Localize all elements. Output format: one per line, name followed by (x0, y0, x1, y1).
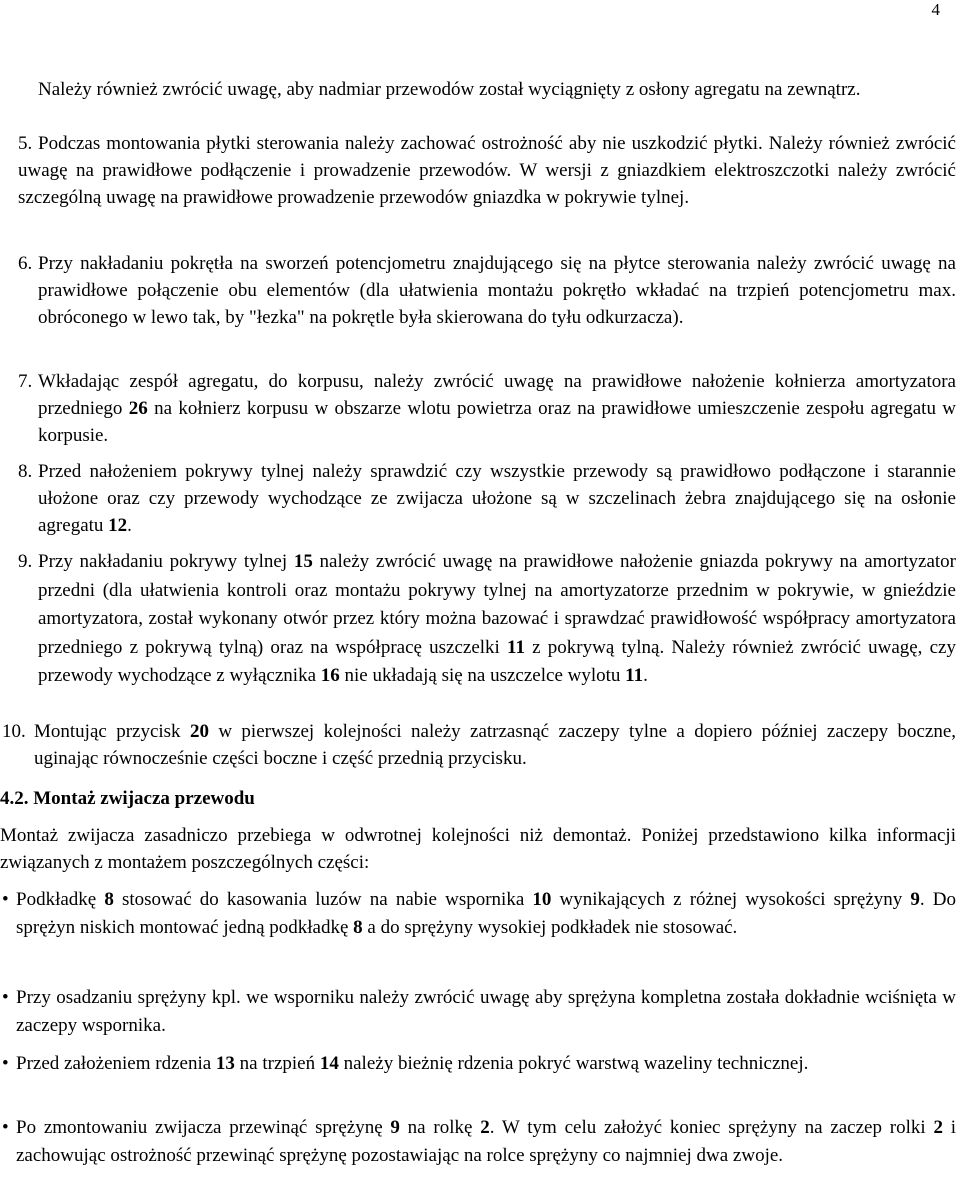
bullet-text: wynikających z różnej wysokości sprężyny (551, 889, 911, 910)
item-8 (18, 458, 956, 539)
item-number: 9. (18, 551, 33, 572)
part-ref: 26 (128, 398, 148, 419)
part-ref: 10 (532, 889, 552, 910)
part-ref: 11 (625, 665, 644, 686)
bullet-item (2, 886, 956, 942)
bullet-text: Podkładkę (16, 889, 105, 910)
item-text: nie układają się na uszczelce wylotu (339, 665, 626, 686)
item-text: Przy nakładaniu pokrętła na sworzeń potencjometru znajdującego się na płytce sterowania należy zwrócić uwagę na prawidłowe połączenie obu elementów (dla ułatwienia montażu pokrętło wkładać na trzpień potencjometru max. obróconego w lewo tak, by "łezka" na pokrętle była skierowana do tyłu odkurzacza). (38, 253, 956, 328)
page-number: 4 (931, 0, 940, 19)
item-6 (18, 250, 956, 331)
bullet-text: a do sprężyny wysokiej podkładek nie stosować. (362, 917, 738, 938)
part-ref: 14 (319, 1053, 339, 1074)
bullet-text: na trzpień (234, 1053, 320, 1074)
part-ref: 8 (353, 917, 363, 938)
bullet-text: Przed założeniem rdzenia (16, 1053, 216, 1074)
bullet-item (2, 984, 956, 1040)
item-9 (18, 548, 956, 691)
item-text: Przy nakładaniu pokrywy tylnej (38, 551, 294, 572)
item-5 (18, 130, 956, 211)
part-ref: 15 (293, 551, 313, 572)
item-text: Montując przycisk (34, 721, 190, 742)
part-ref: 9 (910, 889, 920, 910)
item-text: . (643, 665, 648, 686)
bullet-icon: • (2, 889, 9, 910)
part-ref: 12 (108, 515, 128, 536)
part-ref: 2 (480, 1117, 490, 1138)
part-ref: 16 (320, 665, 340, 686)
bullet-item (2, 1050, 956, 1078)
bullet-icon: • (2, 1053, 9, 1074)
bullet-text: i zachowując ostrożność przewinąć sprężynę pozostawiając na rolce sprężyny co najmniej dwa zwoje. (16, 1117, 956, 1166)
bullet-text: . W tym celu założyć koniec sprężyny na zaczep rolki (489, 1117, 934, 1138)
part-ref: 2 (933, 1117, 943, 1138)
bullet-text: . Do sprężyn niskich montować jedną podkładkę (16, 889, 956, 938)
bullet-text: na rolkę (399, 1117, 481, 1138)
intro-paragraph (38, 76, 956, 103)
section-intro (0, 822, 956, 876)
item-number: 8. (18, 461, 33, 482)
item-number: 6. (18, 253, 33, 274)
intro-text: Należy również zwrócić uwagę, aby nadmiar przewodów został wyciągnięty z osłony agregatu na zewnątrz. (38, 79, 861, 100)
item-text: w pierwszej kolejności należy zatrzasnąć zaczepy tylne a dopiero później zaczepy boczne, uginając równocześnie części boczne i część przednią przycisku. (34, 721, 956, 769)
item-number: 5. (18, 133, 33, 154)
part-ref: 9 (390, 1117, 400, 1138)
part-ref: 13 (215, 1053, 235, 1074)
bullet-text: Przy osadzaniu sprężyny kpl. we wsporniku należy zwrócić uwagę aby sprężyna kompletna została dokładnie wciśnięta w zaczepy wspornika. (16, 987, 956, 1036)
item-number: 10. (2, 721, 26, 742)
bullet-icon: • (2, 1117, 9, 1138)
item-number: 7. (18, 371, 33, 392)
item-text: Podczas montowania płytki sterowania należy zachować ostrożność aby nie uszkodzić płytki. Należy również zwrócić uwagę na prawidłowe podłączenie i prowadzenie przewodów. W wersji z gniazdkiem elektroszczotki należy zwrócić szczególną uwagę na prawidłowe prowadzenie przewodów gniazdka w pokrywie tylnej. (18, 133, 956, 208)
section-heading: 4.2. Montaż zwijacza przewodu (0, 788, 255, 809)
item-10 (2, 718, 956, 772)
part-ref: 20 (189, 721, 209, 742)
bullet-text: należy bieżnię rdzenia pokryć warstwą wazeliny technicznej. (338, 1053, 809, 1074)
bullet-text: Po zmontowaniu zwijacza przewinąć sprężynę (16, 1117, 391, 1138)
bullet-icon: • (2, 987, 9, 1008)
item-text: Przed nałożeniem pokrywy tylnej należy sprawdzić czy wszystkie przewody są prawidłowo podłączone i starannie ułożone oraz czy przewody wychodzące ze zwijacza ułożone są w szczelinach żebra znajdującego się na osłonie agregatu (38, 461, 956, 536)
part-ref: 11 (507, 636, 525, 658)
item-text: na kołnierz korpusu w obszarze wlotu powietrza oraz na prawidłowe umieszczenie zespołu agregatu w korpusie. (38, 398, 956, 446)
part-ref: 8 (104, 889, 114, 910)
item-text: Wkładając zespół agregatu, do korpusu, należy zwrócić uwagę na prawidłowe nałożenie kołnierza amortyzatora przedniego (38, 371, 956, 419)
bullet-text: stosować do kasowania luzów na nabie wspornika (113, 889, 533, 910)
item-7 (18, 368, 956, 449)
item-text: z pokrywą tylną. Należy również zwrócić uwagę, czy przewody wychodzące z wyłącznika (38, 636, 956, 686)
section-intro-text: Montaż zwijacza zasadniczo przebiega w odwrotnej kolejności niż demontaż. Poniżej przedstawiono kilka informacji związanych z montażem poszczególnych części: (0, 825, 956, 873)
item-text: należy zwrócić uwagę na prawidłowe nałożenie gniazda pokrywy na amortyzator przedni (dla ułatwienia kontroli oraz montażu pokrywy tylnej na amortyzatorze przednim w pokrywie, w gnieździe amortyzatora, został wykonany otwór przez który można bazować i sprawdzać prawidłowość współpracy amortyzatora przedniego z pokrywą tylną) oraz na współpracę uszczelki (38, 551, 956, 658)
bullet-item (2, 1114, 956, 1170)
item-text: . (127, 515, 132, 536)
